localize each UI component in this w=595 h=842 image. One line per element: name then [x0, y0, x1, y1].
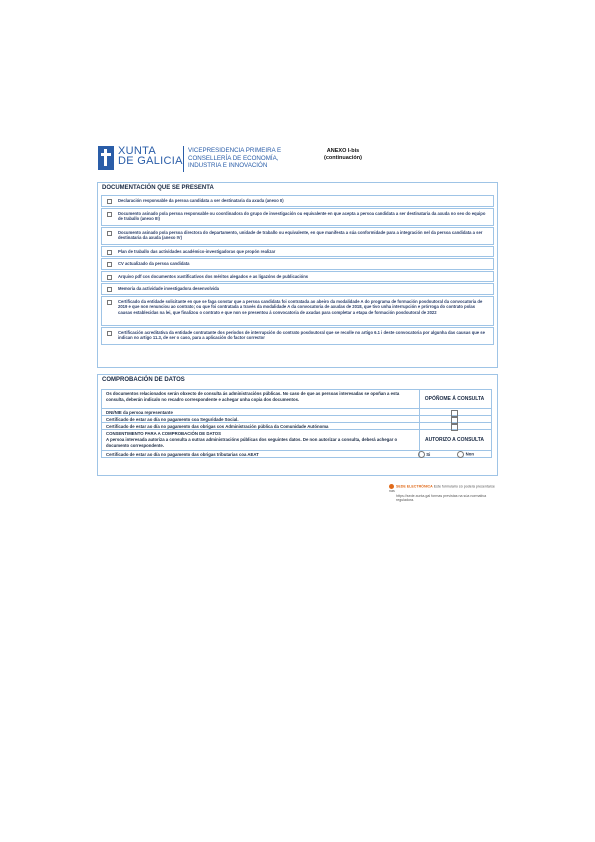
oppose-row: Certificado de estar ao día no pagamento coa Seguridade Social. [101, 416, 492, 423]
document-checkbox[interactable] [107, 287, 112, 292]
documents-title: DOCUMENTACIÓN QUE SE PRESENTA [102, 185, 214, 191]
logo-separator [183, 146, 184, 172]
document-label: Memoria da actividade investigadora desenvolvida [118, 286, 220, 291]
document-item [101, 283, 494, 295]
document-checkbox[interactable] [107, 212, 112, 217]
intro-row [101, 389, 492, 409]
document-label: Plan de traballo das actividades académico-investigadoras que propón realizar [118, 248, 276, 254]
authorize-row: Certificado de estar ao día no pagamento das obrigas tributarias coa AEAT Si Non [101, 451, 492, 458]
document-item [101, 271, 494, 283]
consent-title: CONSENTIMENTO PARA A COMPROBACIÓN DE DATOS [106, 431, 221, 436]
documents-list [101, 195, 494, 346]
document-checkbox[interactable] [107, 199, 112, 204]
xunta-shield-icon [98, 146, 114, 170]
sede-link[interactable]: https://sede.xunta.gal [396, 493, 431, 498]
document-checkbox[interactable] [107, 275, 112, 280]
data-check-panel [97, 374, 498, 476]
document-item [101, 327, 494, 345]
no-radio[interactable] [457, 451, 464, 458]
consent-row [101, 430, 492, 451]
xunta-logo-text: XUNTA DE GALICIA [118, 145, 183, 167]
intro-text: Os documentos relacionados serán obxecto de consulta ás administracións públicas. No caso de que as persoas interesadas se opoñan a esta consulta, deberán indicalo no recadro correspondente e achegar unha copia dos documentos. [102, 390, 420, 408]
document-label: Declaración responsable da persoa candidata a ser destinataria da axuda (anexo II) [118, 198, 284, 203]
oppose-header: OPÓÑOME Á CONSULTA [424, 396, 485, 402]
yes-radio[interactable] [418, 451, 425, 458]
document-checkbox[interactable] [107, 331, 112, 336]
consent-text: A persoa interesada autoriza a consulta a outras administracións públicas dos seguintes datos. De non autorizar a consulta, deberá achegar o documento correspondente. [106, 436, 398, 448]
document-label: Certificado da entidade solicitante en que se faga constar que a persoa candidata foi contratada ao abeiro da modalidade A do programa de formación posdoutoral da convocatoria de 2019 e que non renunciou ao contrato; ou que foi contratada a través da modalidade A da convocatoria de axudas de 2018, que tivo unha interrupción e prórroga do contrato polas causas establecidas na lei, que finalizou o contrato e que non se presentou á convocatoria de axudas para completar a etapa de formación posdoutoral de 2022 [118, 298, 483, 315]
authorize-header: AUTORIZO A CONSULTA [424, 437, 485, 443]
document-checkbox[interactable] [107, 300, 112, 305]
oppose-row: DNI/NIE da persoa representante [101, 409, 492, 416]
document-checkbox[interactable] [107, 231, 112, 236]
document-checkbox[interactable] [107, 262, 112, 267]
document-label: CV actualizado da persoa candidata [118, 261, 190, 266]
annex-label: ANEXO I-bis (continuación) [324, 148, 362, 161]
document-item [101, 258, 494, 270]
footer: SEDE ELECTRÓNICA Este formulario só poderá presentarse nas https://sede.xunta.gal formas previstas na súa normativa reguladora. [389, 484, 495, 502]
document-item [101, 208, 494, 226]
document-label: Arquivo pdf cos documentos xustificativos dos méritos alegados e as ligazóns de publicacións [118, 273, 309, 279]
department-name: VICEPRESIDENCIA PRIMEIRA E CONSELLERÍA DE ECONOMÍA, INDUSTRIA E INNOVACIÓN [188, 147, 282, 169]
document-label: Certificación acreditativa da entidade contratante dos períodos de interrupción do contrato posdoutoral que se recolle no artigo 6.1 i deste convocatoria por algunha das causas que se indican no artigo 11.3, de ser o caso, para a aplicación do factor corrector [118, 329, 485, 340]
document-item [101, 195, 494, 207]
document-item [101, 227, 494, 245]
document-checkbox[interactable] [107, 250, 112, 255]
header [98, 146, 498, 178]
document-item [101, 246, 494, 258]
documents-panel [97, 182, 498, 368]
document-label: Documento asinado pola persoa responsable ou coordinadora do grupo de investigación ou equivalente en que acepta a persoa candidata a ser destinataria da axuda no seo do equipo de traballo (anexo III) [118, 210, 486, 221]
document-label: Documento asinado pola persoa directora do departamento, unidade de traballo ou equivalente, en que manifesta a súa conformidade para a integración nel da persoa candidata a ser destinataria da axuda (anexo IV) [118, 229, 483, 240]
document-item [101, 296, 494, 326]
data-check-table [101, 389, 492, 458]
oppose-row: Certificado de estar ao día no pagamento das obrigas cos Administración pública da Comunidade Autónoma [101, 423, 492, 430]
data-check-title: COMPROBACIÓN DE DATOS [102, 377, 185, 383]
